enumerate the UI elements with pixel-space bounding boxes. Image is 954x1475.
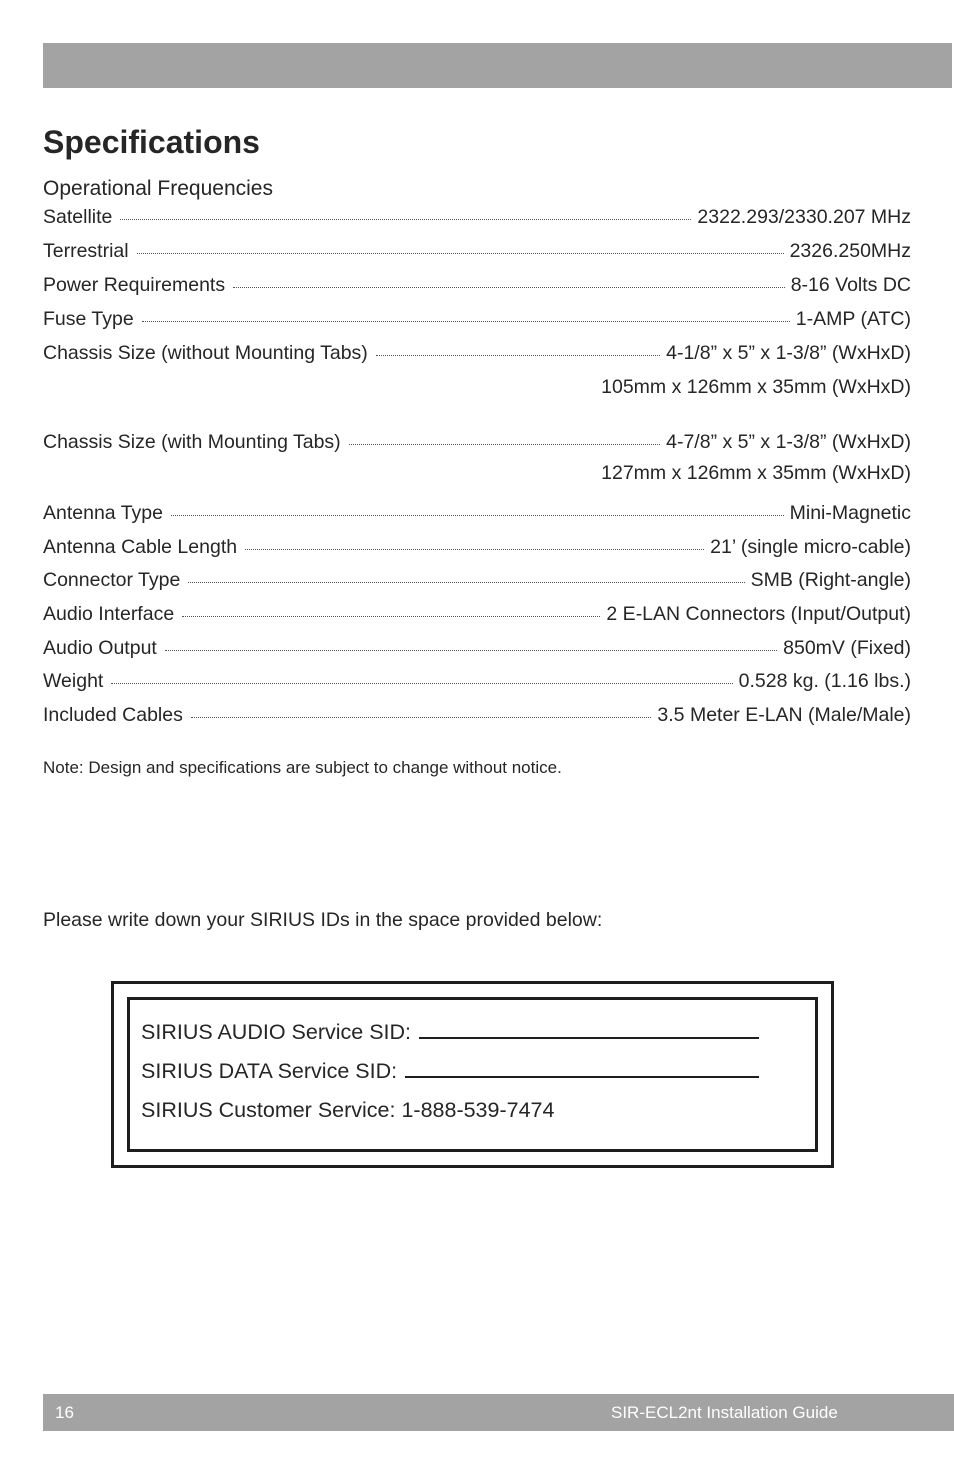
spec-value: 2322.293/2330.207 MHz <box>697 206 911 228</box>
spec-value: 2326.250MHz <box>789 240 911 262</box>
spec-row-weight <box>43 669 911 693</box>
spec-value: 3.5 Meter E-LAN (Male/Male) <box>657 704 911 726</box>
spec-label: Connector Type <box>43 569 181 591</box>
spec-value: SMB (Right-angle) <box>750 569 911 591</box>
spec-label: Satellite <box>43 206 113 228</box>
page-number: 16 <box>55 1403 74 1422</box>
dot-leader <box>349 444 660 445</box>
spec-label: Antenna Type <box>43 502 163 524</box>
dot-leader <box>120 219 691 220</box>
dot-leader <box>376 355 660 356</box>
spec-row-included-cables <box>43 703 911 727</box>
data-sid-label: SIRIUS DATA Service SID: <box>141 1059 398 1083</box>
header-bar <box>43 43 952 88</box>
spec-label: Chassis Size (without Mounting Tabs) <box>43 342 368 364</box>
spec-row-chassis-size-with-tabs <box>43 430 911 454</box>
data-sid-write-line <box>405 1076 759 1078</box>
spec-value: 4-7/8” x 5” x 1-3/8” (WxHxD) <box>666 431 911 453</box>
audio-sid-line <box>141 1019 759 1045</box>
spec-row-antenna-cable-length <box>43 535 911 559</box>
audio-sid-write-line <box>419 1037 759 1039</box>
spec-label: Fuse Type <box>43 308 134 330</box>
spec-label: Power Requirements <box>43 274 226 296</box>
spec-value: 0.528 kg. (1.16 lbs.) <box>738 670 911 692</box>
specs-note: Note: Design and specifications are subject to change without notice. <box>43 758 562 777</box>
sirius-id-instruction: Please write down your SIRIUS IDs in the space provided below: <box>43 909 603 931</box>
spec-label: Audio Interface <box>43 603 175 625</box>
spec-label: Audio Output <box>43 637 157 659</box>
spec-subvalue-metric: 105mm x 126mm x 35mm (WxHxD) <box>601 376 911 398</box>
spec-row-satellite <box>43 205 911 229</box>
customer-service-line <box>141 1097 554 1123</box>
spec-label: Antenna Cable Length <box>43 536 238 558</box>
spec-label: Terrestrial <box>43 240 129 262</box>
data-sid-line <box>141 1058 759 1084</box>
spec-row-fuse-type <box>43 307 911 331</box>
footer-guide-title: SIR-ECL2nt Installation Guide <box>611 1403 838 1422</box>
spec-row-chassis-size-without-tabs <box>43 341 911 365</box>
customer-service-text: SIRIUS Customer Service: 1-888-539-7474 <box>141 1098 555 1122</box>
dot-leader <box>165 650 777 651</box>
dot-leader <box>171 515 784 516</box>
spec-row-terrestrial <box>43 239 911 263</box>
spec-value: 4-1/8” x 5” x 1-3/8” (WxHxD) <box>666 342 911 364</box>
spec-row-audio-output <box>43 636 911 660</box>
spec-value: 1-AMP (ATC) <box>795 308 911 330</box>
spec-subvalue-metric: 127mm x 126mm x 35mm (WxHxD) <box>601 462 911 484</box>
spec-value: 850mV (Fixed) <box>783 637 911 659</box>
audio-sid-label: SIRIUS AUDIO Service SID: <box>141 1020 412 1044</box>
spec-value: 21’ (single micro-cable) <box>710 536 911 558</box>
spec-value: 8-16 Volts DC <box>790 274 911 296</box>
page-title: Specifications <box>43 124 260 160</box>
dot-leader <box>137 253 784 254</box>
dot-leader <box>182 616 600 617</box>
spec-label: Included Cables <box>43 704 183 726</box>
spec-row-connector-type <box>43 568 911 592</box>
spec-value: 2 E-LAN Connectors (Input/Output) <box>606 603 911 625</box>
spec-label: Chassis Size (with Mounting Tabs) <box>43 431 341 453</box>
dot-leader <box>188 582 744 583</box>
dot-leader <box>233 287 785 288</box>
dot-leader <box>111 683 732 684</box>
spec-row-antenna-type <box>43 501 911 525</box>
section-subheading: Operational Frequencies <box>43 177 273 200</box>
dot-leader <box>191 717 652 718</box>
dot-leader <box>245 549 704 550</box>
spec-row-power-requirements <box>43 273 911 297</box>
spec-label: Weight <box>43 670 104 692</box>
spec-value: Mini-Magnetic <box>789 502 911 524</box>
spec-row-audio-interface <box>43 602 911 626</box>
dot-leader <box>142 321 790 322</box>
